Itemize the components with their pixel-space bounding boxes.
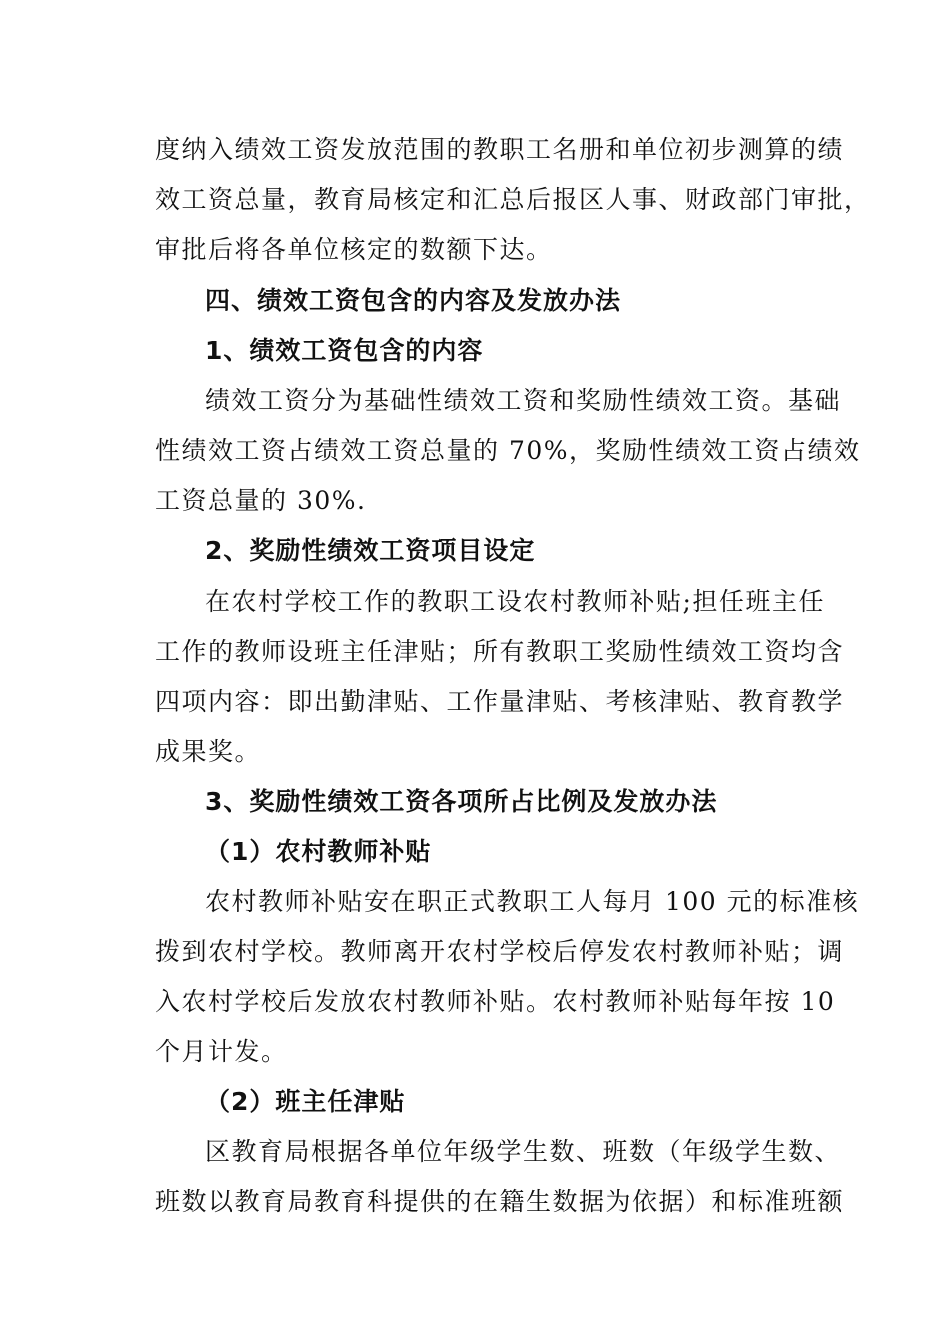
item-heading: （1）农村教师补贴	[205, 837, 432, 866]
paragraph-line: 性绩效工资占绩效工资总量的 70%，奖励性绩效工资占绩效	[155, 436, 861, 465]
paragraph-line: 工作的教师设班主任津贴；所有教职工奖励性绩效工资均含	[155, 637, 845, 666]
item-heading: （2）班主任津贴	[205, 1087, 406, 1116]
paragraph-line: 绩效工资分为基础性绩效工资和奖励性绩效工资。基础	[205, 386, 842, 415]
paragraph-line: 审批后将各单位核定的数额下达。	[155, 235, 553, 264]
section-heading: 四、绩效工资包含的内容及发放办法	[205, 286, 622, 315]
paragraph-line: 拨到农村学校。教师离开农村学校后停发农村教师补贴；调	[155, 937, 845, 966]
paragraph-line: 班数以教育局教育科提供的在籍生数据为依据）和标准班额	[155, 1187, 845, 1216]
subsection-heading: 2、奖励性绩效工资项目设定	[205, 536, 536, 565]
subsection-heading: 1、绩效工资包含的内容	[205, 336, 484, 365]
paragraph-line: 个月计发。	[155, 1037, 288, 1066]
paragraph-line: 成果奖。	[155, 737, 262, 766]
paragraph-line: 入农村学校后发放农村教师补贴。农村教师补贴每年按 10	[155, 987, 836, 1016]
paragraph-line: 效工资总量，教育局核定和汇总后报区人事、财政部门审批，	[155, 185, 871, 214]
paragraph-line: 在农村学校工作的教职工设农村教师补贴;担任班主任	[205, 587, 825, 616]
paragraph-line: 农村教师补贴安在职正式教职工人每月 100 元的标准核	[205, 887, 860, 916]
paragraph-line: 四项内容：即出勤津贴、工作量津贴、考核津贴、教育教学	[155, 687, 845, 716]
paragraph-line: 区教育局根据各单位年级学生数、班数（年级学生数、	[205, 1137, 842, 1166]
paragraph-line: 工资总量的 30%.	[155, 486, 367, 515]
subsection-heading: 3、奖励性绩效工资各项所占比例及发放办法	[205, 787, 718, 816]
paragraph-line: 度纳入绩效工资发放范围的教职工名册和单位初步测算的绩	[155, 135, 845, 164]
